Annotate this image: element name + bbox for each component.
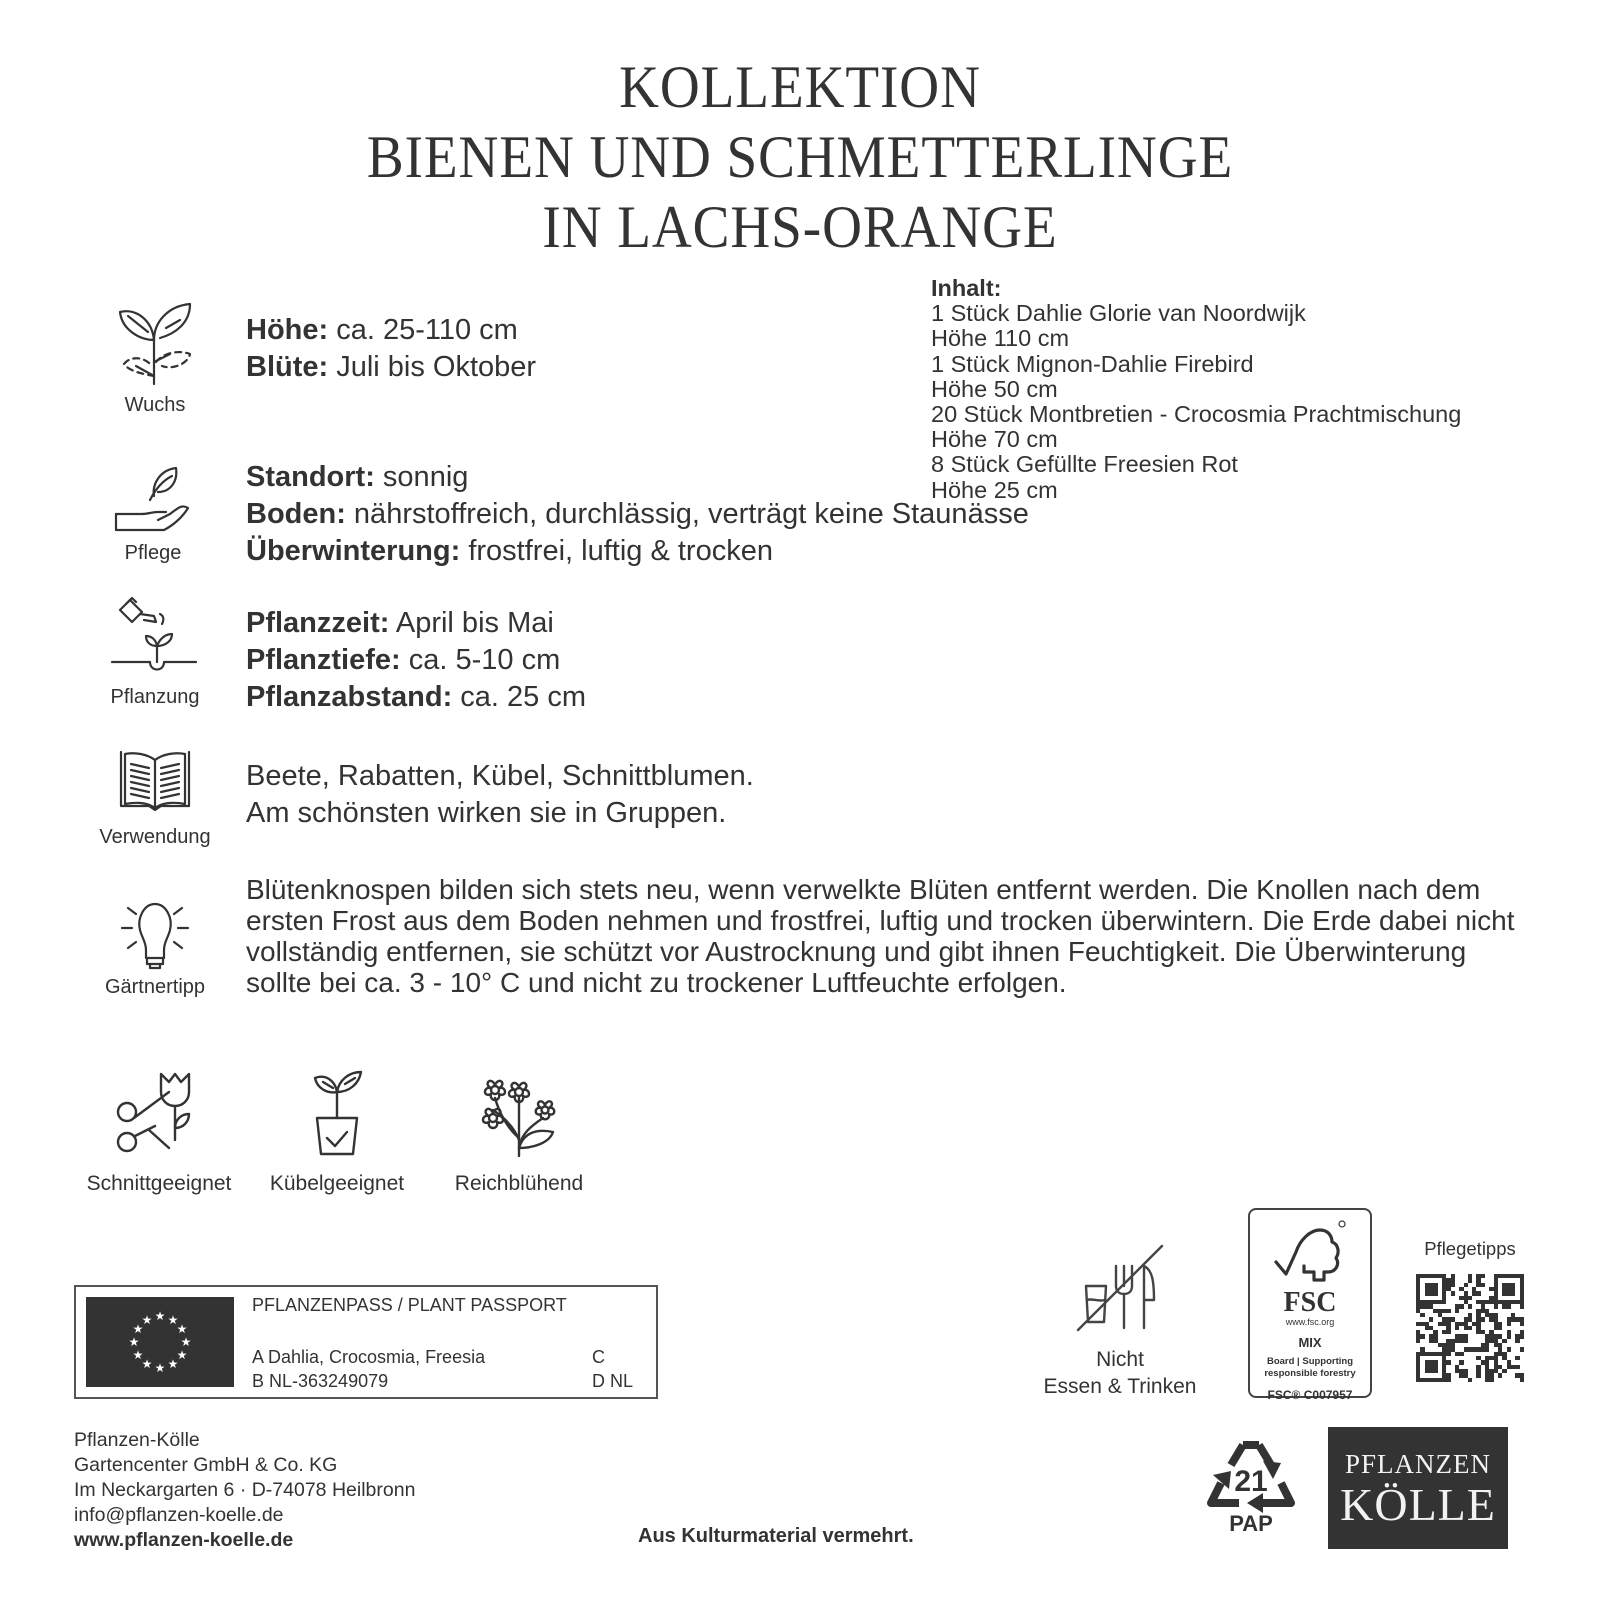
section-pflege-info — [246, 459, 1029, 570]
fsc-line-2: responsible forestry — [1264, 1368, 1356, 1379]
passport-field-d: D NL — [592, 1371, 634, 1391]
contents-item: 1 Stück Mignon-Dahlie Firebird — [931, 350, 1254, 377]
feature-label: Kübelgeeignet — [269, 1172, 405, 1195]
fsc-code: FSC® C007957 — [1267, 1388, 1353, 1402]
info-row — [246, 349, 536, 386]
info-value: ca. 25 cm — [452, 681, 587, 713]
watering-can-icon — [110, 596, 200, 680]
info-key: Höhe: — [246, 314, 329, 346]
company-website: www.pflanzen-koelle.de — [74, 1529, 294, 1551]
info-key: Boden: — [246, 498, 346, 530]
fsc-tree-check-icon — [1270, 1218, 1350, 1288]
section-wuchs-icon-block — [80, 300, 230, 417]
info-key: Pflanzzeit: — [246, 607, 390, 639]
recycling-material: PAP — [1229, 1511, 1273, 1536]
contents-item: Höhe 70 cm — [931, 426, 1058, 453]
info-key: Standort: — [246, 461, 375, 493]
svg-text:★: ★ — [128, 1335, 140, 1349]
info-key: Pflanztiefe: — [246, 644, 401, 676]
info-key: Blüte: — [246, 351, 329, 383]
info-row — [246, 605, 586, 642]
section-pflanzung-info — [246, 605, 586, 716]
svg-text:★: ★ — [176, 1322, 188, 1336]
svg-text:★: ★ — [167, 1313, 179, 1327]
care-tips-qr[interactable] — [1410, 1238, 1530, 1382]
fsc-mix: MIX — [1298, 1335, 1322, 1350]
usage-line: Am schönsten wirken sie in Gruppen. — [246, 797, 727, 829]
info-value: Juli bis Oktober — [328, 351, 537, 383]
feature-label: Reichblühend — [454, 1172, 584, 1195]
svg-text:★: ★ — [154, 1361, 166, 1375]
svg-text:★: ★ — [154, 1309, 166, 1323]
info-value: sonnig — [374, 461, 469, 493]
hand-leaf-icon — [108, 466, 198, 536]
fsc-url: www.fsc.org — [1285, 1317, 1335, 1327]
fsc-line-1: Board | Supporting — [1266, 1356, 1354, 1367]
qr-code-icon[interactable] — [1416, 1274, 1524, 1382]
contents-item: 8 Stück Gefüllte Freesien Rot — [931, 451, 1238, 478]
fsc-label — [1248, 1208, 1372, 1402]
company-email: info@pflanzen-koelle.de — [74, 1504, 284, 1526]
recycling-symbol — [1196, 1433, 1306, 1537]
feature-label: Schnittgeeignet — [86, 1172, 232, 1195]
passport-title: PFLANZENPASS / PLANT PASSPORT — [252, 1295, 567, 1315]
section-label: Pflanzung — [110, 686, 200, 708]
svg-text:21: 21 — [1234, 1465, 1268, 1498]
info-value: ca. 25-110 cm — [328, 314, 518, 346]
svg-text:★: ★ — [132, 1322, 144, 1336]
section-label: Pflege — [124, 542, 182, 564]
page-title — [64, 52, 1536, 262]
potted-plant-check-icon — [287, 1068, 387, 1158]
title-line-2: BIENEN UND SCHMETTERLINGE — [366, 124, 1234, 190]
info-value: frostfrei, luftig & trocken — [460, 535, 773, 567]
passport-field-b: B NL-363249079 — [252, 1371, 389, 1391]
info-value: ca. 5-10 cm — [400, 644, 561, 676]
section-label: Wuchs — [124, 394, 186, 416]
passport-field-a: A Dahlia, Crocosmia, Freesia — [252, 1347, 486, 1367]
info-row — [246, 642, 586, 679]
brand-logo — [1328, 1427, 1508, 1549]
info-row — [246, 459, 1029, 496]
plant-growth-icon — [110, 300, 200, 388]
title-line-3: IN LACHS-ORANGE — [542, 194, 1058, 260]
company-address — [74, 1428, 415, 1553]
info-row — [246, 533, 1029, 570]
section-label: Verwendung — [99, 826, 211, 848]
contents-item: 20 Stück Montbretien - Crocosmia Prachtmischung — [931, 401, 1462, 428]
contents-item: 1 Stück Dahlie Glorie van Noordwijk — [931, 300, 1306, 327]
svg-text:★: ★ — [176, 1348, 188, 1362]
feature-kuebelgeeignet — [252, 1068, 422, 1196]
section-gaertnertipp-text: Blütenknospen bilden sich stets neu, wenn verwelkte Blüten entfernt werden. Die Knollen nach dem ersten Frost aus dem Boden nehmen und frostfrei, luftig und trocken überwintern. Die Erde dabei nicht vollständig entfernen, sie schützt vor Austrocknung und gibt ihnen Feuchtigkeit. Die Überwinterung sollte bei ca. 3 - 10° C und nicht zu trockener Luftfeuchte erfolgen. — [246, 874, 1515, 998]
warning-line-2: Essen & Trinken — [1043, 1375, 1197, 1398]
svg-text:★: ★ — [132, 1348, 144, 1362]
info-row — [246, 496, 1029, 533]
scissors-tulip-icon — [109, 1068, 209, 1158]
propagation-note: Aus Kulturmaterial vermehrt. — [638, 1525, 914, 1547]
section-gaertnertipp-icon-block — [80, 898, 230, 999]
feature-reichbluehend — [434, 1068, 604, 1196]
company-legal: Gartencenter GmbH & Co. KG — [74, 1454, 338, 1476]
contents-item: Höhe 50 cm — [931, 375, 1058, 402]
light-bulb-icon — [110, 898, 200, 970]
title-line-1: KOLLEKTION — [619, 54, 981, 120]
no-food-drink-icon — [1072, 1240, 1168, 1336]
passport-field-c: C — [592, 1347, 605, 1367]
contents-heading: Inhalt: — [931, 275, 1002, 301]
brand-logo-line-1: PFLANZEN — [1344, 1449, 1491, 1479]
feature-schnittgeeignet — [74, 1068, 244, 1196]
section-verwendung-info — [246, 758, 754, 832]
info-key: Pflanzabstand: — [246, 681, 453, 713]
svg-text:★: ★ — [180, 1335, 192, 1349]
eu-flag-icon — [86, 1297, 234, 1387]
section-pflege-icon-block — [78, 466, 228, 565]
open-book-icon — [115, 748, 195, 812]
info-value: April bis Mai — [389, 607, 554, 639]
fsc-name: FSC — [1283, 1287, 1337, 1318]
section-verwendung-icon-block — [80, 748, 230, 849]
company-street: Im Neckargarten 6 · D-74078 Heilbronn — [74, 1479, 416, 1501]
svg-text:★: ★ — [141, 1313, 153, 1327]
company-name: Pflanzen-Kölle — [74, 1429, 200, 1451]
usage-line: Beete, Rabatten, Kübel, Schnittblumen. — [246, 760, 754, 792]
section-wuchs-info — [246, 312, 536, 386]
section-label: Gärtnertipp — [104, 976, 206, 998]
contents-item: Höhe 25 cm — [931, 476, 1058, 503]
svg-text:★: ★ — [167, 1357, 179, 1371]
svg-text:★: ★ — [141, 1357, 153, 1371]
warning-line-1: Nicht — [1096, 1348, 1144, 1371]
info-value: nährstoffreich, durchlässig, verträgt keine Staunässe — [345, 498, 1029, 530]
qr-label: Pflegetipps — [1424, 1238, 1516, 1259]
section-pflanzung-icon-block — [80, 596, 230, 709]
info-row — [246, 679, 586, 716]
info-key: Überwinterung: — [246, 535, 461, 567]
brand-logo-line-2: KÖLLE — [1340, 1479, 1496, 1530]
info-row — [246, 312, 536, 349]
not-edible-warning — [1030, 1240, 1210, 1400]
flower-bouquet-icon — [469, 1068, 569, 1158]
plant-passport — [74, 1285, 658, 1399]
recycling-triangle-icon — [1201, 1433, 1301, 1517]
contents-item: Höhe 110 cm — [931, 325, 1070, 352]
